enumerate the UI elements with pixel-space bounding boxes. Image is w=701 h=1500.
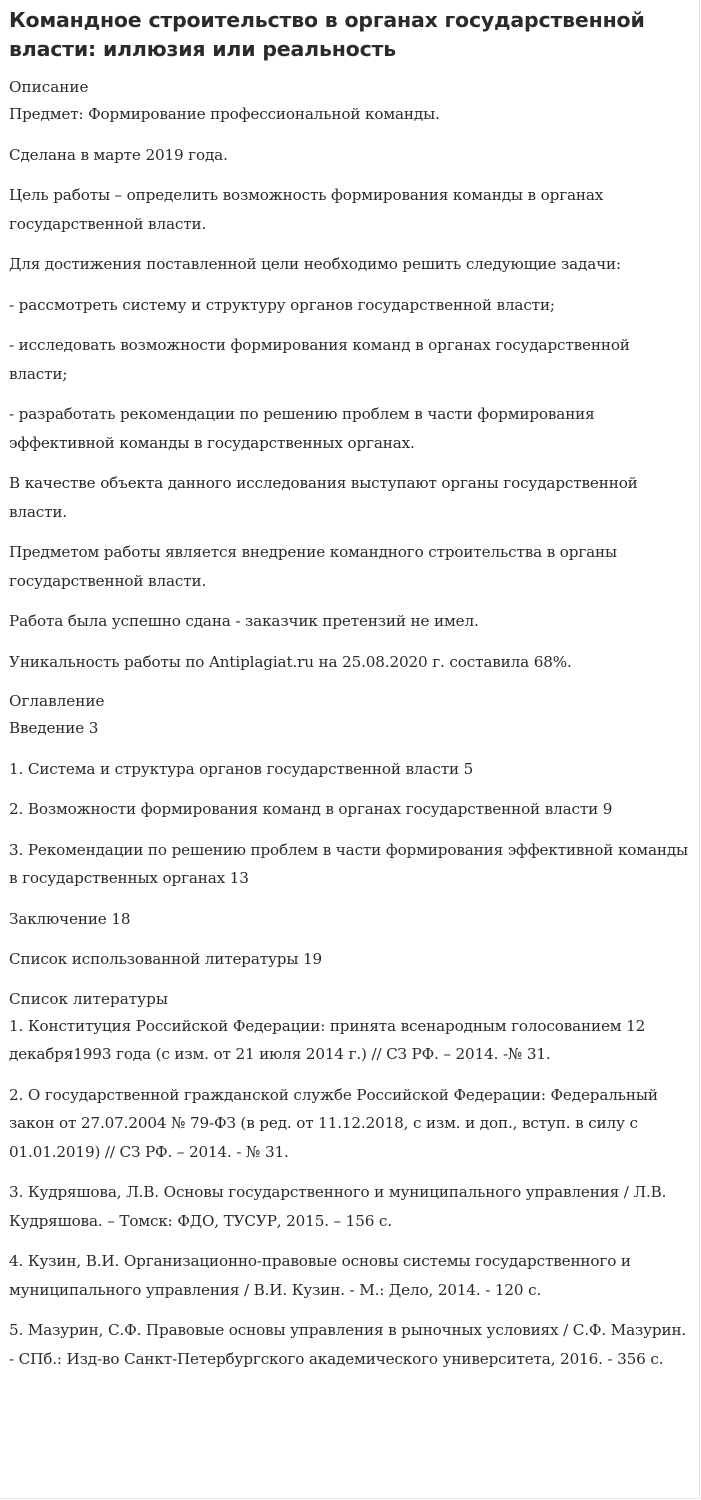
literature-item: 5. Мазурин, С.Ф. Правовые основы управления в рыночных условиях / С.Ф. Мазурин. - СПб.: Изд-во Санкт-Петербургского академического университета, 2016. - 356 с.	[9, 1321, 687, 1368]
literature-item: 2. О государственной гражданской службе Российской Федерации: Федеральный закон от 27.07.2004 № 79-ФЗ (в ред. от 11.12.2018, с изм. и доп., вступ. в силу с 01.01.2019) // СЗ РФ. – 2014. - № 31.	[9, 1085, 658, 1161]
toc-item: Заключение 18	[9, 909, 131, 928]
literature-item: 4. Кузин, В.И. Организационно-правовые основы системы государственного и муниципального управления / В.И. Кузин. - М.: Дело, 2014. - 120 с.	[9, 1252, 631, 1299]
date-paragraph: Сделана в марте 2019 года.	[9, 145, 228, 164]
toc-section	[9, 688, 689, 974]
antiplagiat-link[interactable]: Antiplagiat.ru	[208, 652, 314, 671]
task-item: - исследовать возможности формирования команд в органах государственной власти;	[9, 336, 630, 383]
toc-item: Список использованной литературы 19	[9, 950, 323, 968]
toc-item: Введение 3	[9, 719, 99, 737]
task-item: - разработать рекомендации по решению проблем в части формирования эффективной команды в государственных органах.	[9, 405, 595, 452]
toc-item: 2. Возможности формирования команд в органах государственной власти 9	[9, 800, 613, 818]
task-item: - рассмотреть систему и структуру органов государственной власти;	[9, 295, 555, 314]
description-section	[9, 74, 689, 676]
article	[9, 6, 689, 1385]
uniqueness-prefix: Уникальность работы по	[9, 652, 209, 671]
literature-heading: Список литературы	[9, 989, 168, 1008]
subject-of-work-paragraph: Предметом работы является внедрение командного строительства в органы государственной власти.	[9, 543, 617, 590]
literature-item: 3. Кудряшова, Л.В. Основы государственного и муниципального управления / Л.В. Кудряшова. – Томск: ФДО, ТУСУР, 2015. – 156 с.	[9, 1183, 667, 1230]
uniqueness-suffix: на 25.08.2020 г. составила 68%.	[313, 652, 572, 671]
page-title: Командное строительство в органах государственной власти: иллюзия или реальность	[9, 8, 645, 61]
literature-item: 1. Конституция Российской Федерации: принята всенародным голосованием 12 декабря1993 года (с изм. от 21 июля 2014 г.) // СЗ РФ. – 2014. -№ 31.	[9, 1016, 646, 1063]
tasks-intro-paragraph: Для достижения поставленной цели необходимо решить следующие задачи:	[9, 255, 621, 273]
result-paragraph: Работа была успешно сдана - заказчик претензий не имел.	[9, 612, 479, 630]
toc-item: 1. Система и структура органов государственной власти 5	[9, 759, 474, 778]
object-paragraph: В качестве объекта данного исследования выступают органы государственной власти.	[9, 474, 638, 521]
subject-paragraph: Предмет: Формирование профессиональной команды.	[9, 105, 440, 123]
uniqueness-paragraph	[9, 648, 689, 677]
toc-item: 3. Рекомендации по решению проблем в части формирования эффективной команды в государственных органах 13	[9, 840, 688, 887]
description-heading: Описание	[9, 78, 89, 96]
literature-section	[9, 986, 689, 1374]
goal-paragraph: Цель работы – определить возможность формирования команды в органах государственной власти.	[9, 186, 604, 233]
toc-heading: Оглавление	[9, 692, 105, 710]
